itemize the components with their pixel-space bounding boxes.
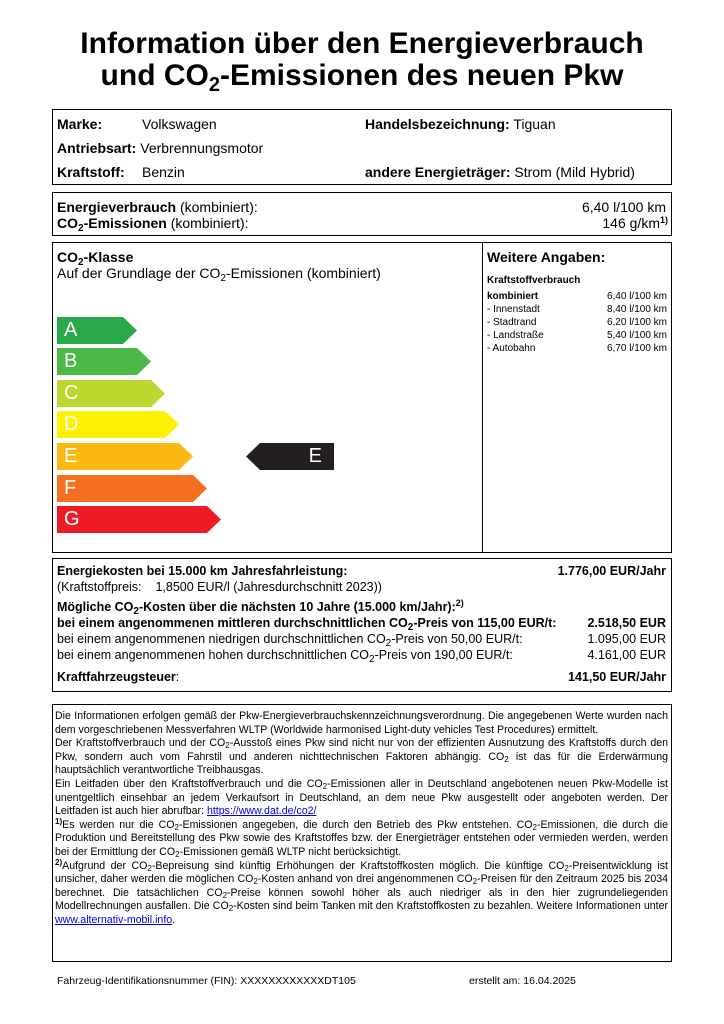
footnote-2: $^{2)}$Aufgrund der $CO_2$-Bepreisung sind künftig Erhöhungen der Kraftstoffkosten möglich. Die künftige $CO_2$-Preisentwicklung ist unsicher, daher werden die möglichen $CO_2$-Kosten anhand von drei angenommenen $CO_2$-Preisen für den Zeitraum 2025 bis 2034 berechnet. Die tatsächlichen $CO_2$-Preise können sowohl höher als auch niedriger als in den hier zugrundeliegenden Modellrechnungen ausfallen. Die $CO_2$-Kosten sind beim Tanken mit den Kraftstoffkosten zu bezahlen. Weitere Informationen unter www.alternativ-mobil.info. [55, 857, 668, 926]
andere-energietraeger: andere Energieträger: Strom (Mild Hybrid) [365, 164, 635, 180]
co2-class-bar-f: F [57, 475, 207, 502]
row-value-stadtrand: 6,20 l/100 km [606, 317, 667, 328]
co2-kosten-niedrig-label: bei einem angenommenen niedrigen durchschnittlichen $CO_2$-Preis von 50,00 EUR/t: [57, 632, 523, 649]
row-label-kombiniert: kombiniert [487, 291, 539, 302]
title-line-1: Information über den Energieverbrauch [80, 27, 644, 60]
kraftstoff-value: Benzin [142, 164, 185, 180]
marke-label: Marke: [57, 116, 103, 132]
marke-value: Volkswagen [142, 116, 217, 132]
handelsbezeichnung: Handelsbezeichnung: Tiguan [365, 116, 556, 132]
kraftstoffverbrauch-heading: Kraftstoffverbrauch [487, 275, 581, 286]
energiekosten-value: 1.776,00 EUR/Jahr [557, 564, 666, 578]
energieverbrauch-label: Energieverbrauch (kombiniert): [57, 199, 258, 215]
row-value-landstrasse: 5,40 l/100 km [606, 330, 667, 341]
co2-class-bar-c: C [57, 380, 165, 407]
co2-class-divider [482, 242, 483, 553]
fin-label: Fahrzeug-Identifikationsnummer (FIN): XXXXXXXXXXXXDT105 [57, 975, 356, 987]
weitere-angaben-heading: Weitere Angaben: [487, 249, 606, 265]
dat-leitfaden-link[interactable]: https://www.dat.de/co2/ [206, 805, 317, 818]
co2-kosten-mittel-value: 2.518,50 EUR [587, 616, 666, 630]
info-paragraph-3: Ein Leitfaden über den Kraftstoffverbrauch und die $CO_2$-Emissionen aller in Deutschland angebotenen neuen Pkw-Modelle ist unentgeltlich einsehbar an jedem Verkaufsort in Deutschland, an dem neue Pkw ausgestellt oder angeboten werden. Der Leitfaden ist auch hier abrufbar: https://www.dat.de/co2/ [55, 777, 668, 818]
page-title [0, 27, 724, 96]
kraftstoffpreis: (Kraftstoffpreis: 1,8500 EUR/l (Jahresdurchschnitt 2023)) [57, 580, 382, 594]
kraftstoff-label: Kraftstoff: [57, 164, 125, 180]
co2-kosten-heading: Mögliche $CO_2$-Kosten über die nächsten 10 Jahre (15.000 km/Jahr):$^{2)}$ [57, 598, 464, 617]
co2-emissionen-label: $CO_2$-Emissionen (kombiniert): [57, 215, 249, 234]
co2-class-bar-b: B [57, 348, 151, 375]
info-paragraph-2: Der Kraftstoffverbrauch und der $CO_2$-Ausstoß eines Pkw sind nicht nur von der effizienten Ausnutzung des Kraftstoffs durch den Pkw, sondern auch vom Fahrstil und anderen nichttechnischen Faktoren abhängig. $CO_2$ ist das für die Erderwärmung hauptsächlich verantwortliche Treibhausgas. [55, 737, 668, 777]
title-line-2: und $CO_2$-Emissionen des neuen Pkw [100, 59, 624, 96]
co2-kosten-hoch-label: bei einem angenommenen hohen durchschnittlichen $CO_2$-Preis von 190,00 EUR/t: [57, 648, 513, 665]
current-co2-class-marker: E [246, 443, 334, 470]
co2-kosten-hoch-value: 4.161,00 EUR [587, 648, 666, 662]
legal-info-text [55, 710, 668, 928]
co2-class-bar-g: G [57, 506, 221, 533]
row-value-innenstadt: 8,40 l/100 km [606, 304, 667, 315]
row-label-innenstadt: - Innenstadt [487, 304, 540, 315]
row-value-autobahn: 6,70 l/100 km [606, 343, 667, 354]
erstellt-am: erstellt am: 16.04.2025 [469, 975, 576, 987]
energieverbrauch-value: 6,40 l/100 km [581, 199, 666, 215]
co2-class-bar-a: A [57, 317, 137, 344]
row-label-stadtrand: - Stadtrand [487, 317, 537, 328]
co2-class-subheading: Auf der Grundlage der $CO_2$-Emissionen (kombiniert) [57, 265, 381, 284]
co2-emissionen-value: 146 $g/km^{1)}$ [602, 215, 668, 231]
info-paragraph-1: Die Informationen erfolgen gemäß der Pkw-Energieverbrauchskennzeichnungsverordnung. Die angegebenen Werte wurden nach dem vorgeschriebenen Messverfahren WLTP (Worldwide harmonised Light-duty vehicles Test Procedures) ermittelt. [55, 710, 668, 736]
antriebsart: Antriebsart: Verbrennungsmotor [57, 140, 264, 156]
co2-class-heading: $CO_2$-Klasse [57, 249, 134, 268]
kraftfahrzeugsteuer-label: Kraftfahrzeugsteuer: [57, 670, 180, 684]
co2-class-bar-e: E [57, 443, 193, 470]
row-label-landstrasse: - Landstraße [487, 330, 544, 341]
kraftfahrzeugsteuer-value: 141,50 EUR/Jahr [568, 670, 666, 684]
footnote-1: $^{1)}$Es werden nur die $CO_2$-Emissionen angegeben, die durch den Betrieb des Pkw entstehen. $CO_2$-Emissionen, die durch die Produktion und Bereitstellung des Pkw sowie des Kraftstoffes bzw. der Energieträger entstehen oder vermieden werden, werden bei der Ermittlung der $CO_2$-Emissionen gemäß WLTP nicht berücksichtigt. [55, 816, 668, 859]
alternativ-mobil-link[interactable]: www.alternativ-mobil.info [55, 913, 173, 926]
row-label-autobahn: - Autobahn [487, 343, 536, 354]
energiekosten-label: Energiekosten bei 15.000 km Jahresfahrleistung: [57, 564, 348, 578]
co2-kosten-niedrig-value: 1.095,00 EUR [587, 632, 666, 646]
row-value-kombiniert: 6,40 l/100 km [606, 291, 667, 302]
co2-class-bar-d: D [57, 411, 179, 438]
co2-kosten-mittel-label: bei einem angenommenen mittleren durchschnittlichen $CO_2$-Preis von 115,00 EUR/t: [57, 616, 557, 633]
